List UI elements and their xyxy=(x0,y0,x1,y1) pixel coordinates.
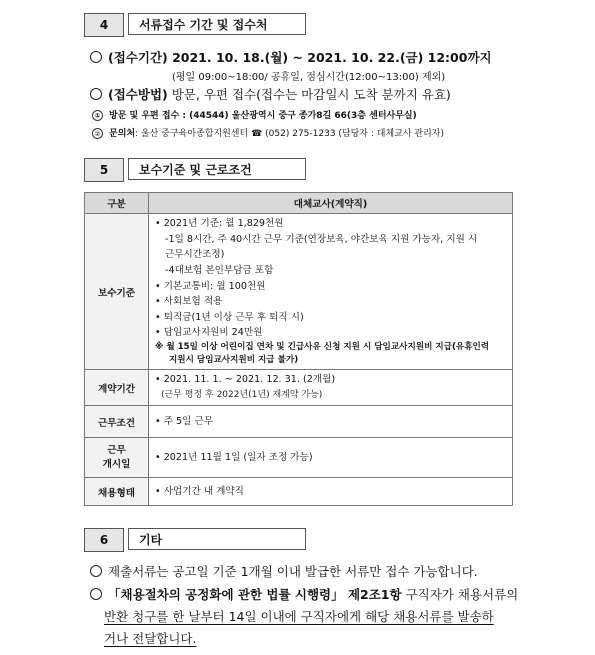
contact-item xyxy=(92,126,444,139)
table-header-row xyxy=(85,193,513,214)
section-4-header xyxy=(84,13,306,35)
contract-line: • 2021. 11. 1. ~ 2021. 12. 31. (2개월) xyxy=(155,374,336,385)
pay-line: • 담임교사지원비 24만원 xyxy=(155,327,263,339)
contract-note: (근무 평정 후 2022년(1년) 재계약 가능) xyxy=(161,389,323,400)
contact-text: : 울산 중구육아종합지원센터 xyxy=(135,129,249,139)
pay-note: 지원시 담임교사지원비 지급 불가) xyxy=(169,354,299,365)
contact-phone: (052) 275-1233 (담당자 : 대체교사 관리자) xyxy=(265,129,444,139)
law-reference: 「채용절차의 공정화에 관한 법률 시행령」 제2조1항 xyxy=(108,587,402,602)
table-row xyxy=(85,214,513,370)
visit-address-item xyxy=(92,108,417,121)
method-line xyxy=(90,85,451,103)
circle-bullet-icon xyxy=(90,565,102,577)
row-label: 근무조건 xyxy=(85,406,149,438)
section-number: 6 xyxy=(84,528,124,552)
start-date-cell: • 2021년 11월 1일 (일자 조정 가능) xyxy=(149,438,513,478)
other-item-2-line-2: 반환 청구를 한 날부터 14일 이내에 구직자에게 해당 채용서류를 발송하 xyxy=(104,609,494,624)
conditions-cell: • 주 5일 근무 xyxy=(149,406,513,438)
pay-conditions-table xyxy=(84,192,513,506)
other-item-1 xyxy=(90,562,478,580)
contract-cell xyxy=(149,370,513,406)
visit-address-text: 방문 및 우편 접수 : (44544) 울산광역시 중구 종가8길 66(3층 센터사무실) xyxy=(109,111,417,121)
row-label: 채용형태 xyxy=(85,478,149,506)
circled-number: ① xyxy=(92,110,103,121)
pay-line: • 기본교통비: 월 100천원 xyxy=(155,280,266,292)
pay-line: • 2021년 기준: 월 1,829천원 xyxy=(155,218,284,230)
circle-bullet-icon xyxy=(90,588,102,600)
employment-type-cell: • 사업기간 내 계약직 xyxy=(149,478,513,506)
period-line xyxy=(90,48,492,66)
section-title: 기타 xyxy=(128,528,306,550)
period-note: (평일 09:00~18:00/ 공휴일, 점심시간(12:00~13:00) 제외) xyxy=(172,72,446,83)
section-5-header xyxy=(84,158,306,180)
table-row xyxy=(85,438,513,478)
section-title: 보수기준 및 근로조건 xyxy=(128,158,306,180)
period-text: (접수기간) 2021. 10. 18.(월) ~ 2021. 10. 22.(금) 12:00까지 xyxy=(108,50,492,65)
table-row xyxy=(85,370,513,406)
section-6-header xyxy=(84,528,306,550)
phone-icon: ☎ xyxy=(251,129,263,139)
column-header: 대체교사(계약직) xyxy=(149,193,513,214)
section-title: 서류접수 기간 및 접수처 xyxy=(128,13,306,35)
other-item-2 xyxy=(90,585,518,603)
row-label: 보수기준 xyxy=(85,214,149,370)
contact-label: 문의처 xyxy=(109,129,136,139)
method-label: (접수방법) xyxy=(108,87,168,102)
method-text: 방문, 우편 접수(접수는 마감일시 도착 분까지 유효) xyxy=(171,87,451,102)
row-label-line: 개시일 xyxy=(102,458,131,470)
other-item-2-line-3: 거나 전달합니다. xyxy=(104,631,197,646)
row-label xyxy=(85,438,149,478)
section-number: 5 xyxy=(84,158,124,182)
pay-line: -4대보험 본인부담금 포함 xyxy=(165,264,274,276)
circled-number: ② xyxy=(92,128,103,139)
table-row xyxy=(85,406,513,438)
pay-line: • 퇴직금(1년 이상 근무 후 퇴직 시) xyxy=(155,311,304,323)
table-row xyxy=(85,478,513,506)
row-label: 계약기간 xyxy=(85,370,149,406)
circle-bullet-icon xyxy=(90,51,102,63)
other-item-text: 구직자가 채용서류의 xyxy=(401,587,519,602)
row-label-line: 근무 xyxy=(107,444,126,456)
section-number: 4 xyxy=(84,13,124,37)
column-header: 구분 xyxy=(85,193,149,214)
pay-line: • 사회보험 적용 xyxy=(155,296,223,308)
pay-line: 근무시간조정) xyxy=(165,249,225,261)
pay-cell xyxy=(149,214,513,370)
circle-bullet-icon xyxy=(90,88,102,100)
other-item-text: 제출서류는 공고일 기준 1개월 이내 발급한 서류만 접수 가능합니다. xyxy=(108,564,478,579)
pay-line: -1일 8시간, 주 40시간 근무 기준(연장보육, 야간보육 지원 가능자, 지원 시 xyxy=(165,233,478,245)
pay-note: ※ 월 15일 이상 어린이집 연차 및 긴급사유 신청 지원 시 담임교사지원비 지급(유휴인력 xyxy=(155,341,490,352)
